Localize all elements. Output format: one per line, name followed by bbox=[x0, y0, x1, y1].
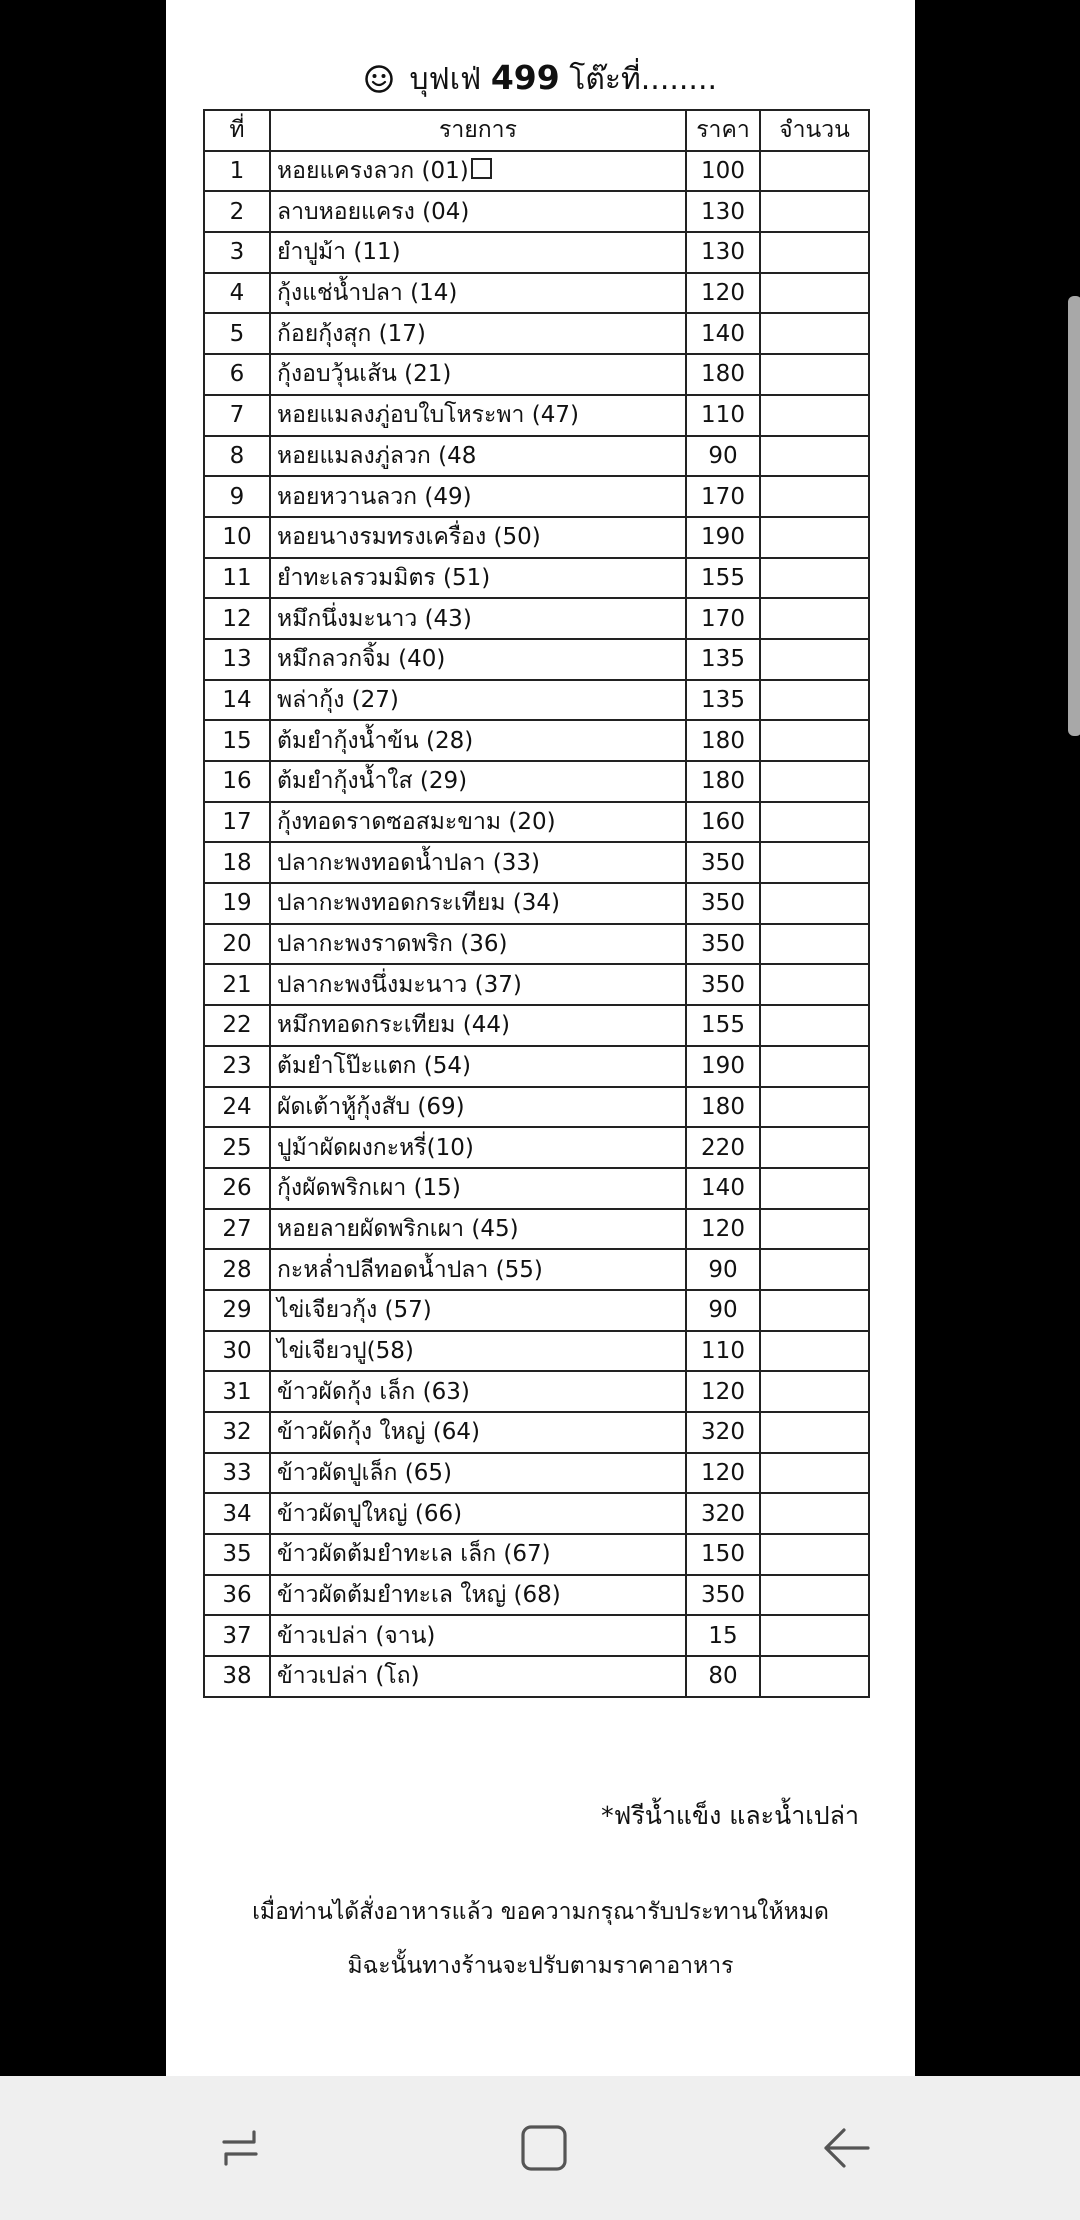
item-price: 100 bbox=[686, 151, 760, 192]
item-name: ยำปูม้า (11) bbox=[277, 239, 401, 266]
quantity-cell bbox=[760, 1249, 869, 1290]
row-item-cell bbox=[270, 1046, 686, 1087]
item-price: 180 bbox=[686, 720, 760, 761]
row-number: 26 bbox=[204, 1168, 270, 1209]
table-row bbox=[204, 1331, 869, 1372]
item-price: 190 bbox=[686, 517, 760, 558]
item-name: ข้าวผัดต้มยำทะเล เล็ก (67) bbox=[277, 1541, 551, 1568]
item-name: หอยลายผัดพริกเผา (45) bbox=[277, 1215, 519, 1242]
row-item-cell bbox=[270, 1371, 686, 1412]
row-number: 13 bbox=[204, 639, 270, 680]
item-name: พล่ากุ้ง (27) bbox=[277, 686, 399, 713]
menu-table bbox=[203, 109, 870, 1698]
quantity-cell bbox=[760, 354, 869, 395]
table-row bbox=[204, 1615, 869, 1656]
row-number: 33 bbox=[204, 1453, 270, 1494]
row-number: 17 bbox=[204, 802, 270, 843]
quantity-cell bbox=[760, 1209, 869, 1250]
item-price: 130 bbox=[686, 232, 760, 273]
quantity-cell bbox=[760, 720, 869, 761]
table-row bbox=[204, 1453, 869, 1494]
quantity-cell bbox=[760, 842, 869, 883]
row-item-cell bbox=[270, 1087, 686, 1128]
row-number: 29 bbox=[204, 1290, 270, 1331]
item-price: 135 bbox=[686, 680, 760, 721]
row-item-cell bbox=[270, 151, 686, 192]
row-number: 34 bbox=[204, 1493, 270, 1534]
quantity-cell bbox=[760, 1371, 869, 1412]
row-item-cell bbox=[270, 883, 686, 924]
quantity-cell bbox=[760, 395, 869, 436]
table-row bbox=[204, 1575, 869, 1616]
table-row bbox=[204, 1249, 869, 1290]
row-item-cell bbox=[270, 1656, 686, 1697]
row-number: 37 bbox=[204, 1615, 270, 1656]
back-button[interactable] bbox=[801, 2108, 891, 2188]
item-name: ปลากะพงราดพริก (36) bbox=[277, 931, 508, 958]
item-name: ไข่เจียวกุ้ง (57) bbox=[277, 1297, 432, 1324]
quantity-cell bbox=[760, 1290, 869, 1331]
quantity-cell bbox=[760, 1005, 869, 1046]
recent-apps-icon bbox=[210, 2118, 270, 2178]
item-name: ข้าวผัดกุ้ง ใหญ่ (64) bbox=[277, 1419, 480, 1446]
item-name: กะหล่ำปลีทอดน้ำปลา (55) bbox=[277, 1256, 543, 1283]
quantity-cell bbox=[760, 1534, 869, 1575]
item-name: ข้าวผัดกุ้ง เล็ก (63) bbox=[277, 1378, 470, 1405]
table-row bbox=[204, 842, 869, 883]
row-number: 7 bbox=[204, 395, 270, 436]
quantity-cell bbox=[760, 151, 869, 192]
table-number-label: โต๊ะที่........ bbox=[569, 62, 718, 97]
item-price: 15 bbox=[686, 1615, 760, 1656]
title-prefix: บุฟเฟ่ bbox=[409, 62, 482, 97]
row-number: 23 bbox=[204, 1046, 270, 1087]
row-number: 24 bbox=[204, 1087, 270, 1128]
quantity-cell bbox=[760, 964, 869, 1005]
item-name: กุ้งอบวุ้นเส้น (21) bbox=[277, 361, 452, 388]
row-item-cell bbox=[270, 191, 686, 232]
table-row bbox=[204, 1005, 869, 1046]
table-row bbox=[204, 1534, 869, 1575]
table-row bbox=[204, 1209, 869, 1250]
row-number: 9 bbox=[204, 476, 270, 517]
item-name: ข้าวผัดต้มยำทะเล ใหญ่ (68) bbox=[277, 1582, 561, 1609]
item-price: 350 bbox=[686, 1575, 760, 1616]
table-row bbox=[204, 1371, 869, 1412]
table-row bbox=[204, 1656, 869, 1697]
table-row bbox=[204, 1290, 869, 1331]
item-price: 90 bbox=[686, 1249, 760, 1290]
table-row bbox=[204, 232, 869, 273]
item-price: 155 bbox=[686, 558, 760, 599]
table-row bbox=[204, 1046, 869, 1087]
item-price: 120 bbox=[686, 1453, 760, 1494]
row-number: 38 bbox=[204, 1656, 270, 1697]
buffet-price: 499 bbox=[490, 58, 560, 97]
navigation-bar bbox=[0, 2076, 1080, 2220]
item-name: หอยแครงลวก (01) bbox=[277, 158, 469, 185]
quantity-cell bbox=[760, 639, 869, 680]
column-header-item: รายการ bbox=[270, 110, 686, 151]
row-item-cell bbox=[270, 313, 686, 354]
row-number: 3 bbox=[204, 232, 270, 273]
row-number: 32 bbox=[204, 1412, 270, 1453]
home-icon bbox=[514, 2118, 574, 2178]
row-number: 14 bbox=[204, 680, 270, 721]
table-row bbox=[204, 680, 869, 721]
row-item-cell bbox=[270, 558, 686, 599]
row-number: 36 bbox=[204, 1575, 270, 1616]
quantity-cell bbox=[760, 558, 869, 599]
row-number: 12 bbox=[204, 598, 270, 639]
row-item-cell bbox=[270, 1005, 686, 1046]
row-item-cell bbox=[270, 639, 686, 680]
row-number: 22 bbox=[204, 1005, 270, 1046]
row-number: 6 bbox=[204, 354, 270, 395]
item-name: ปลากะพงทอดน้ำปลา (33) bbox=[277, 849, 540, 876]
item-price: 150 bbox=[686, 1534, 760, 1575]
menu-table-body bbox=[204, 151, 869, 1697]
row-item-cell bbox=[270, 802, 686, 843]
quantity-cell bbox=[760, 191, 869, 232]
quantity-cell bbox=[760, 1412, 869, 1453]
item-price: 350 bbox=[686, 842, 760, 883]
row-item-cell bbox=[270, 354, 686, 395]
item-price: 140 bbox=[686, 1168, 760, 1209]
quantity-cell bbox=[760, 313, 869, 354]
item-name: ก้อยกุ้งสุก (17) bbox=[277, 320, 426, 347]
row-item-cell bbox=[270, 842, 686, 883]
row-number: 25 bbox=[204, 1127, 270, 1168]
item-price: 180 bbox=[686, 761, 760, 802]
quantity-cell bbox=[760, 883, 869, 924]
table-row bbox=[204, 639, 869, 680]
column-header-quantity: จำนวน bbox=[760, 110, 869, 151]
item-price: 140 bbox=[686, 313, 760, 354]
item-price: 180 bbox=[686, 354, 760, 395]
item-price: 90 bbox=[686, 436, 760, 477]
quantity-cell bbox=[760, 1127, 869, 1168]
item-name: ยำทะเลรวมมิตร (51) bbox=[277, 564, 491, 591]
item-price: 120 bbox=[686, 1209, 760, 1250]
table-row bbox=[204, 151, 869, 192]
table-header-row bbox=[204, 110, 869, 151]
item-price: 180 bbox=[686, 1087, 760, 1128]
quantity-cell bbox=[760, 598, 869, 639]
column-header-number: ที่ bbox=[204, 110, 270, 151]
quantity-cell bbox=[760, 1168, 869, 1209]
item-price: 350 bbox=[686, 964, 760, 1005]
table-row bbox=[204, 598, 869, 639]
table-row bbox=[204, 517, 869, 558]
item-price: 170 bbox=[686, 598, 760, 639]
quantity-cell bbox=[760, 802, 869, 843]
item-name: หอยแมลงภู่อบใบโหระพา (47) bbox=[277, 402, 579, 429]
table-row bbox=[204, 1127, 869, 1168]
item-price: 120 bbox=[686, 1371, 760, 1412]
table-row bbox=[204, 883, 869, 924]
row-number: 8 bbox=[204, 436, 270, 477]
table-row bbox=[204, 395, 869, 436]
item-price: 350 bbox=[686, 883, 760, 924]
item-name: ปูม้าผัดผงกะหรี่(10) bbox=[277, 1134, 474, 1161]
table-row bbox=[204, 964, 869, 1005]
table-row bbox=[204, 761, 869, 802]
row-item-cell bbox=[270, 1290, 686, 1331]
item-price: 170 bbox=[686, 476, 760, 517]
row-number: 35 bbox=[204, 1534, 270, 1575]
row-number: 31 bbox=[204, 1371, 270, 1412]
quantity-cell bbox=[760, 680, 869, 721]
item-price: 130 bbox=[686, 191, 760, 232]
table-row bbox=[204, 924, 869, 965]
item-name: ต้มยำกุ้งน้ำใส (29) bbox=[277, 768, 468, 795]
quantity-cell bbox=[760, 1453, 869, 1494]
item-name: ข้าวผัดปูเล็ก (65) bbox=[277, 1460, 452, 1487]
item-name: ข้าวเปล่า (จาน) bbox=[277, 1622, 436, 1649]
row-item-cell bbox=[270, 598, 686, 639]
free-water-note: *ฟรีน้ำแข็ง และน้ำเปล่า bbox=[601, 1801, 859, 1830]
table-row bbox=[204, 1087, 869, 1128]
row-number: 15 bbox=[204, 720, 270, 761]
quantity-cell bbox=[760, 1656, 869, 1697]
item-name: หมึกทอดกระเทียม (44) bbox=[277, 1012, 510, 1039]
menu-paper bbox=[166, 0, 915, 2076]
row-item-cell bbox=[270, 273, 686, 314]
row-number: 28 bbox=[204, 1249, 270, 1290]
table-row bbox=[204, 354, 869, 395]
quantity-cell bbox=[760, 1493, 869, 1534]
item-name: หอยนางรมทรงเครื่อง (50) bbox=[277, 524, 541, 551]
menu-title bbox=[166, 56, 915, 103]
row-item-cell bbox=[270, 924, 686, 965]
item-name: ข้าวผัดปูใหญ่ (66) bbox=[277, 1500, 463, 1527]
item-name: ต้มยำกุ้งน้ำข้น (28) bbox=[277, 727, 474, 754]
row-number: 18 bbox=[204, 842, 270, 883]
row-item-cell bbox=[270, 1575, 686, 1616]
item-price: 155 bbox=[686, 1005, 760, 1046]
quantity-cell bbox=[760, 517, 869, 558]
row-number: 20 bbox=[204, 924, 270, 965]
row-item-cell bbox=[270, 680, 686, 721]
item-name: หอยแมลงภู่ลวก (48 bbox=[277, 442, 477, 469]
row-item-cell bbox=[270, 436, 686, 477]
table-row bbox=[204, 720, 869, 761]
quantity-cell bbox=[760, 1046, 869, 1087]
column-header-price: ราคา bbox=[686, 110, 760, 151]
row-number: 4 bbox=[204, 273, 270, 314]
table-row bbox=[204, 1493, 869, 1534]
row-item-cell bbox=[270, 1615, 686, 1656]
row-number: 11 bbox=[204, 558, 270, 599]
item-name: ปลากะพงนึ่งมะนาว (37) bbox=[277, 971, 522, 998]
row-item-cell bbox=[270, 1209, 686, 1250]
table-row bbox=[204, 313, 869, 354]
quantity-cell bbox=[760, 1615, 869, 1656]
item-price: 320 bbox=[686, 1412, 760, 1453]
quantity-cell bbox=[760, 232, 869, 273]
item-name: กุ้งทอดราดซอสมะขาม (20) bbox=[277, 809, 556, 836]
row-number: 16 bbox=[204, 761, 270, 802]
scrollbar-handle[interactable] bbox=[1068, 296, 1080, 736]
item-price: 190 bbox=[686, 1046, 760, 1087]
row-number: 19 bbox=[204, 883, 270, 924]
table-row bbox=[204, 802, 869, 843]
item-name: หมึกนึ่งมะนาว (43) bbox=[277, 605, 472, 632]
smiley-face-icon bbox=[364, 64, 394, 94]
item-name: หอยหวานลวก (49) bbox=[277, 483, 472, 510]
table-row bbox=[204, 436, 869, 477]
row-item-cell bbox=[270, 1453, 686, 1494]
row-item-cell bbox=[270, 476, 686, 517]
checkbox-square-icon bbox=[471, 158, 492, 179]
quantity-cell bbox=[760, 924, 869, 965]
recent-apps-button[interactable] bbox=[195, 2108, 285, 2188]
item-name: ไข่เจียวปู(58) bbox=[277, 1337, 414, 1364]
table-row bbox=[204, 273, 869, 314]
item-price: 135 bbox=[686, 639, 760, 680]
quantity-cell bbox=[760, 436, 869, 477]
quantity-cell bbox=[760, 1087, 869, 1128]
row-item-cell bbox=[270, 1493, 686, 1534]
row-number: 21 bbox=[204, 964, 270, 1005]
row-number: 10 bbox=[204, 517, 270, 558]
table-row bbox=[204, 191, 869, 232]
quantity-cell bbox=[760, 476, 869, 517]
item-name: ลาบหอยแครง (04) bbox=[277, 198, 470, 225]
notice-line-1: เมื่อท่านได้สั่งอาหารแล้ว ขอความกรุณารับประทานให้หมด bbox=[252, 1899, 829, 1925]
quantity-cell bbox=[760, 1575, 869, 1616]
row-number: 2 bbox=[204, 191, 270, 232]
item-price: 160 bbox=[686, 802, 760, 843]
back-arrow-icon bbox=[816, 2118, 876, 2178]
notice-line-2: มิฉะนั้นทางร้านจะปรับตามราคาอาหาร bbox=[347, 1953, 734, 1979]
item-name: ผัดเต้าหู้กุ้งสับ (69) bbox=[277, 1093, 465, 1120]
row-item-cell bbox=[270, 761, 686, 802]
item-price: 220 bbox=[686, 1127, 760, 1168]
table-row bbox=[204, 476, 869, 517]
home-button[interactable] bbox=[499, 2108, 589, 2188]
item-price: 350 bbox=[686, 924, 760, 965]
row-item-cell bbox=[270, 1331, 686, 1372]
table-row bbox=[204, 558, 869, 599]
row-item-cell bbox=[270, 964, 686, 1005]
row-item-cell bbox=[270, 395, 686, 436]
item-price: 110 bbox=[686, 395, 760, 436]
table-row bbox=[204, 1412, 869, 1453]
item-name: กุ้งผัดพริกเผา (15) bbox=[277, 1175, 461, 1202]
item-name: ปลากะพงทอดกระเทียม (34) bbox=[277, 890, 561, 917]
row-number: 27 bbox=[204, 1209, 270, 1250]
item-name: กุ้งแช่น้ำปลา (14) bbox=[277, 280, 458, 307]
row-item-cell bbox=[270, 1168, 686, 1209]
row-item-cell bbox=[270, 1534, 686, 1575]
item-price: 120 bbox=[686, 273, 760, 314]
item-price: 90 bbox=[686, 1290, 760, 1331]
item-price: 80 bbox=[686, 1656, 760, 1697]
row-item-cell bbox=[270, 1412, 686, 1453]
row-item-cell bbox=[270, 517, 686, 558]
row-item-cell bbox=[270, 1249, 686, 1290]
item-price: 110 bbox=[686, 1331, 760, 1372]
item-price: 320 bbox=[686, 1493, 760, 1534]
row-number: 1 bbox=[204, 151, 270, 192]
item-name: ข้าวเปล่า (โถ) bbox=[277, 1663, 420, 1690]
row-number: 5 bbox=[204, 313, 270, 354]
quantity-cell bbox=[760, 1331, 869, 1372]
row-item-cell bbox=[270, 1127, 686, 1168]
row-item-cell bbox=[270, 720, 686, 761]
row-item-cell bbox=[270, 232, 686, 273]
item-name: หมึกลวกจิ้ม (40) bbox=[277, 646, 446, 673]
row-number: 30 bbox=[204, 1331, 270, 1372]
quantity-cell bbox=[760, 273, 869, 314]
item-name: ต้มยำโป๊ะแตก (54) bbox=[277, 1053, 472, 1080]
quantity-cell bbox=[760, 761, 869, 802]
table-row bbox=[204, 1168, 869, 1209]
